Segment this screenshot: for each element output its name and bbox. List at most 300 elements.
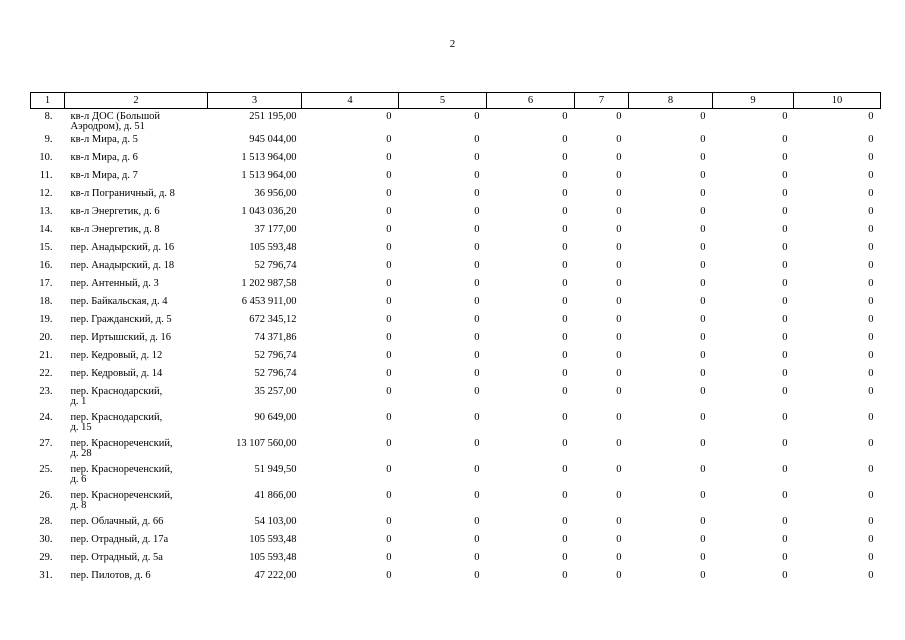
address-cell	[65, 297, 208, 315]
row-number: 21.	[39, 349, 53, 361]
value-col-5: 0	[474, 223, 480, 235]
value-col-8: 0	[700, 533, 706, 545]
value-col-9: 0	[782, 295, 788, 307]
header-col-9: 9	[713, 93, 794, 109]
table-row	[31, 297, 881, 315]
value-col-8: 0	[700, 569, 706, 581]
value-col-10: 0	[868, 223, 874, 235]
amount-cell: 672 345,12	[249, 313, 297, 325]
row-number: 31.	[39, 569, 53, 581]
value-col-8: 0	[700, 111, 706, 122]
address-cell	[65, 109, 208, 135]
value-col-8: 0	[700, 187, 706, 199]
value-col-9: 0	[782, 489, 788, 501]
row-number: 9.	[44, 133, 53, 145]
table-row	[31, 243, 881, 261]
value-col-5: 0	[474, 277, 480, 289]
value-col-7: 0	[616, 241, 622, 253]
value-col-5: 0	[474, 463, 480, 475]
value-col-9: 0	[782, 313, 788, 325]
value-col-4: 0	[386, 259, 392, 271]
value-col-5: 0	[474, 515, 480, 527]
value-col-8: 0	[700, 241, 706, 253]
value-col-6: 0	[562, 437, 568, 449]
value-col-10: 0	[868, 205, 874, 217]
value-col-6: 0	[562, 313, 568, 325]
amount-cell: 945 044,00	[249, 133, 297, 145]
value-col-9: 0	[782, 437, 788, 449]
value-col-8: 0	[700, 169, 706, 181]
header-col-8: 8	[629, 93, 713, 109]
value-col-5: 0	[474, 259, 480, 271]
value-col-10: 0	[868, 551, 874, 563]
table-row	[31, 439, 881, 465]
header-col-2: 2	[65, 93, 208, 109]
amount-cell: 52 796,74	[254, 367, 297, 379]
value-col-5: 0	[474, 111, 480, 122]
address-line-1: пер. Отрадный, д. 5а	[70, 551, 163, 563]
value-col-7: 0	[616, 259, 622, 271]
address-cell	[65, 517, 208, 535]
address-cell	[65, 571, 208, 589]
value-col-9: 0	[782, 331, 788, 343]
address-line-1: пер. Краснореченский,	[70, 489, 173, 501]
header-col-1: 1	[31, 93, 65, 109]
table-row	[31, 225, 881, 243]
value-col-8: 0	[700, 223, 706, 235]
value-col-5: 0	[474, 385, 480, 397]
address-line-1: пер. Иртышский, д. 16	[70, 331, 172, 343]
table-row	[31, 279, 881, 297]
value-col-7: 0	[616, 313, 622, 325]
data-table	[30, 92, 881, 589]
value-col-8: 0	[700, 331, 706, 343]
value-col-10: 0	[868, 241, 874, 253]
table-header	[31, 93, 881, 109]
value-col-5: 0	[474, 367, 480, 379]
address-line-1: кв-л Мира, д. 5	[70, 133, 138, 145]
amount-cell: 52 796,74	[254, 349, 297, 361]
address-line-1: пер. Краснодарский,	[70, 411, 163, 423]
amount-cell: 35 257,00	[254, 385, 297, 397]
amount-cell: 6 453 911,00	[241, 295, 297, 307]
value-col-6: 0	[562, 411, 568, 423]
value-col-7: 0	[616, 463, 622, 475]
address-cell	[65, 465, 208, 491]
address-cell	[65, 315, 208, 333]
value-col-5: 0	[474, 241, 480, 253]
value-col-7: 0	[616, 569, 622, 581]
table-row	[31, 261, 881, 279]
address-cell	[65, 135, 208, 153]
amount-cell: 1 513 964,00	[241, 169, 297, 181]
amount-cell: 251 195,00	[249, 111, 297, 122]
value-col-10: 0	[868, 411, 874, 423]
header-col-5: 5	[399, 93, 487, 109]
value-col-4: 0	[386, 205, 392, 217]
amount-cell: 1 043 036,20	[241, 205, 297, 217]
address-cell	[65, 207, 208, 225]
amount-cell: 105 593,48	[249, 533, 297, 545]
table-row	[31, 535, 881, 553]
address-line-2: Аэродром), д. 51	[70, 121, 145, 132]
value-col-10: 0	[868, 277, 874, 289]
value-col-4: 0	[386, 489, 392, 501]
value-col-7: 0	[616, 331, 622, 343]
address-line-1: пер. Байкальская, д. 4	[70, 295, 168, 307]
table-row	[31, 369, 881, 387]
address-line-2: д. 6	[70, 473, 87, 485]
row-number: 8.	[44, 111, 53, 122]
value-col-4: 0	[386, 241, 392, 253]
value-col-9: 0	[782, 277, 788, 289]
row-number: 23.	[39, 385, 53, 397]
value-col-6: 0	[562, 133, 568, 145]
value-col-4: 0	[386, 349, 392, 361]
table-row	[31, 315, 881, 333]
value-col-10: 0	[868, 151, 874, 163]
value-col-5: 0	[474, 313, 480, 325]
address-line-2: д. 15	[70, 421, 92, 433]
address-line-1: пер. Антенный, д. 3	[70, 277, 159, 289]
value-col-4: 0	[386, 385, 392, 397]
value-col-4: 0	[386, 187, 392, 199]
value-col-6: 0	[562, 367, 568, 379]
address-line-1: пер. Краснореченский,	[70, 463, 173, 475]
value-col-8: 0	[700, 437, 706, 449]
address-cell	[65, 171, 208, 189]
value-col-7: 0	[616, 133, 622, 145]
row-number: 29.	[39, 551, 53, 563]
value-col-4: 0	[386, 331, 392, 343]
header-col-4: 4	[302, 93, 399, 109]
amount-cell: 54 103,00	[254, 515, 297, 527]
table-row	[31, 135, 881, 153]
value-col-9: 0	[782, 205, 788, 217]
address-cell	[65, 189, 208, 207]
address-line-1: кв-л Мира, д. 6	[70, 151, 138, 163]
address-line-1: пер. Кедровый, д. 12	[70, 349, 163, 361]
amount-cell: 37 177,00	[254, 223, 297, 235]
value-col-7: 0	[616, 411, 622, 423]
page-number: 2	[449, 38, 456, 50]
table-row	[31, 153, 881, 171]
table-row	[31, 387, 881, 413]
table-row	[31, 413, 881, 439]
value-col-10: 0	[868, 331, 874, 343]
address-line-1: пер. Кедровый, д. 14	[70, 367, 163, 379]
value-col-5: 0	[474, 349, 480, 361]
value-col-7: 0	[616, 515, 622, 527]
address-cell	[65, 279, 208, 297]
amount-cell: 52 796,74	[254, 259, 297, 271]
value-col-9: 0	[782, 241, 788, 253]
value-col-9: 0	[782, 533, 788, 545]
value-col-6: 0	[562, 533, 568, 545]
value-col-9: 0	[782, 569, 788, 581]
table-row	[31, 109, 881, 135]
value-col-7: 0	[616, 277, 622, 289]
table-row	[31, 571, 881, 589]
header-col-7: 7	[575, 93, 629, 109]
row-number: 18.	[39, 295, 53, 307]
header-col-3: 3	[208, 93, 302, 109]
address-cell	[65, 261, 208, 279]
address-line-2: д. 28	[70, 447, 92, 459]
value-col-7: 0	[616, 223, 622, 235]
address-line-1: пер. Пилотов, д. 6	[70, 569, 151, 581]
value-col-4: 0	[386, 295, 392, 307]
amount-cell: 90 649,00	[254, 411, 297, 423]
value-col-6: 0	[562, 489, 568, 501]
value-col-4: 0	[386, 367, 392, 379]
address-line-1: пер. Облачный, д. 66	[70, 515, 164, 527]
row-number: 20.	[39, 331, 53, 343]
row-number: 28.	[39, 515, 53, 527]
value-col-8: 0	[700, 463, 706, 475]
value-col-6: 0	[562, 331, 568, 343]
row-number: 26.	[39, 489, 53, 501]
value-col-10: 0	[868, 349, 874, 361]
value-col-6: 0	[562, 295, 568, 307]
value-col-7: 0	[616, 169, 622, 181]
value-col-7: 0	[616, 385, 622, 397]
address-cell	[65, 553, 208, 571]
row-number: 15.	[39, 241, 53, 253]
value-col-9: 0	[782, 515, 788, 527]
value-col-5: 0	[474, 133, 480, 145]
value-col-5: 0	[474, 187, 480, 199]
amount-cell: 13 107 560,00	[236, 437, 297, 449]
row-number: 30.	[39, 533, 53, 545]
value-col-5: 0	[474, 169, 480, 181]
value-col-4: 0	[386, 411, 392, 423]
value-col-6: 0	[562, 169, 568, 181]
address-line-1: пер. Краснореченский,	[70, 437, 173, 449]
address-line-1: пер. Анадырский, д. 18	[70, 259, 175, 271]
row-number: 22.	[39, 367, 53, 379]
value-col-10: 0	[868, 111, 874, 122]
table-row	[31, 517, 881, 535]
address-line-1: пер. Анадырский, д. 16	[70, 241, 175, 253]
value-col-5: 0	[474, 533, 480, 545]
address-line-1: кв-л ДОС (Большой	[70, 111, 161, 122]
row-number: 17.	[39, 277, 53, 289]
value-col-10: 0	[868, 385, 874, 397]
row-number: 11.	[39, 169, 53, 181]
value-col-8: 0	[700, 367, 706, 379]
address-line-1: пер. Гражданский, д. 5	[70, 313, 172, 325]
address-cell	[65, 225, 208, 243]
value-col-4: 0	[386, 277, 392, 289]
value-col-9: 0	[782, 551, 788, 563]
value-col-8: 0	[700, 515, 706, 527]
amount-cell: 1 513 964,00	[241, 151, 297, 163]
amount-cell: 105 593,48	[249, 551, 297, 563]
header-row	[31, 93, 881, 109]
value-col-6: 0	[562, 151, 568, 163]
table-row	[31, 171, 881, 189]
value-col-5: 0	[474, 151, 480, 163]
value-col-10: 0	[868, 533, 874, 545]
value-col-6: 0	[562, 463, 568, 475]
address-cell	[65, 535, 208, 553]
value-col-6: 0	[562, 259, 568, 271]
row-number: 16.	[39, 259, 53, 271]
value-col-6: 0	[562, 241, 568, 253]
value-col-8: 0	[700, 133, 706, 145]
value-col-5: 0	[474, 331, 480, 343]
address-line-1: кв-л Пограничный, д. 8	[70, 187, 175, 199]
value-col-6: 0	[562, 111, 568, 122]
value-col-9: 0	[782, 151, 788, 163]
value-col-4: 0	[386, 313, 392, 325]
value-col-4: 0	[386, 437, 392, 449]
value-col-7: 0	[616, 205, 622, 217]
value-col-6: 0	[562, 385, 568, 397]
table-body	[31, 109, 881, 589]
row-number: 24.	[39, 411, 53, 423]
amount-cell: 74 371,86	[254, 331, 297, 343]
address-line-1: кв-л Мира, д. 7	[70, 169, 138, 181]
value-col-4: 0	[386, 569, 392, 581]
value-col-7: 0	[616, 111, 622, 122]
table-row	[31, 333, 881, 351]
value-col-10: 0	[868, 133, 874, 145]
value-col-4: 0	[386, 515, 392, 527]
value-col-9: 0	[782, 385, 788, 397]
value-col-4: 0	[386, 463, 392, 475]
row-number: 12.	[39, 187, 53, 199]
address-cell	[65, 387, 208, 413]
value-col-10: 0	[868, 367, 874, 379]
value-col-4: 0	[386, 151, 392, 163]
value-col-5: 0	[474, 411, 480, 423]
amount-cell: 36 956,00	[254, 187, 297, 199]
value-col-7: 0	[616, 187, 622, 199]
address-cell	[65, 351, 208, 369]
value-col-4: 0	[386, 551, 392, 563]
value-col-5: 0	[474, 437, 480, 449]
value-col-7: 0	[616, 533, 622, 545]
value-col-4: 0	[386, 133, 392, 145]
value-col-4: 0	[386, 111, 392, 122]
value-col-4: 0	[386, 223, 392, 235]
value-col-4: 0	[386, 533, 392, 545]
value-col-8: 0	[700, 151, 706, 163]
row-number: 19.	[39, 313, 53, 325]
value-col-5: 0	[474, 551, 480, 563]
amount-cell: 51 949,50	[254, 463, 297, 475]
value-col-5: 0	[474, 569, 480, 581]
value-col-9: 0	[782, 133, 788, 145]
row-number: 13.	[39, 205, 53, 217]
table-row	[31, 207, 881, 225]
value-col-8: 0	[700, 385, 706, 397]
value-col-8: 0	[700, 277, 706, 289]
value-col-8: 0	[700, 259, 706, 271]
row-number: 14.	[39, 223, 53, 235]
amount-cell: 1 202 987,58	[241, 277, 297, 289]
value-col-5: 0	[474, 205, 480, 217]
address-cell	[65, 333, 208, 351]
address-cell	[65, 491, 208, 517]
value-col-4: 0	[386, 169, 392, 181]
value-col-10: 0	[868, 437, 874, 449]
value-col-6: 0	[562, 223, 568, 235]
value-col-5: 0	[474, 295, 480, 307]
address-line-1: пер. Краснодарский,	[70, 385, 163, 397]
value-col-6: 0	[562, 349, 568, 361]
table-row	[31, 189, 881, 207]
value-col-9: 0	[782, 187, 788, 199]
address-line-2: д. 1	[70, 395, 87, 407]
table-row	[31, 491, 881, 517]
address-cell	[65, 439, 208, 465]
value-col-6: 0	[562, 187, 568, 199]
address-cell	[65, 413, 208, 439]
value-col-7: 0	[616, 551, 622, 563]
table-row	[31, 465, 881, 491]
value-col-10: 0	[868, 187, 874, 199]
value-col-9: 0	[782, 259, 788, 271]
value-col-8: 0	[700, 551, 706, 563]
value-col-10: 0	[868, 295, 874, 307]
row-number: 10.	[39, 151, 53, 163]
address-line-1: кв-л Энергетик, д. 8	[70, 223, 160, 235]
address-line-1: кв-л Энергетик, д. 6	[70, 205, 160, 217]
amount-cell: 105 593,48	[249, 241, 297, 253]
address-line-2: д. 8	[70, 499, 87, 511]
value-col-6: 0	[562, 569, 568, 581]
value-col-10: 0	[868, 463, 874, 475]
value-col-6: 0	[562, 205, 568, 217]
value-col-9: 0	[782, 169, 788, 181]
value-col-10: 0	[868, 515, 874, 527]
value-col-9: 0	[782, 367, 788, 379]
value-col-8: 0	[700, 411, 706, 423]
value-col-7: 0	[616, 349, 622, 361]
value-col-10: 0	[868, 489, 874, 501]
value-col-8: 0	[700, 295, 706, 307]
value-col-6: 0	[562, 515, 568, 527]
value-col-7: 0	[616, 489, 622, 501]
value-col-6: 0	[562, 551, 568, 563]
address-cell	[65, 369, 208, 387]
row-number: 27.	[39, 437, 53, 449]
value-col-8: 0	[700, 313, 706, 325]
value-col-10: 0	[868, 259, 874, 271]
amount-cell: 41 866,00	[254, 489, 297, 501]
value-col-9: 0	[782, 463, 788, 475]
value-col-8: 0	[700, 349, 706, 361]
value-col-7: 0	[616, 367, 622, 379]
value-col-10: 0	[868, 569, 874, 581]
value-col-9: 0	[782, 111, 788, 122]
value-col-10: 0	[868, 169, 874, 181]
row-number: 25.	[39, 463, 53, 475]
value-col-8: 0	[700, 489, 706, 501]
value-col-5: 0	[474, 489, 480, 501]
value-col-6: 0	[562, 277, 568, 289]
value-col-7: 0	[616, 151, 622, 163]
header-col-6: 6	[487, 93, 575, 109]
value-col-7: 0	[616, 437, 622, 449]
address-cell	[65, 243, 208, 261]
address-line-1: пер. Отрадный, д. 17а	[70, 533, 169, 545]
value-col-9: 0	[782, 223, 788, 235]
value-col-9: 0	[782, 411, 788, 423]
